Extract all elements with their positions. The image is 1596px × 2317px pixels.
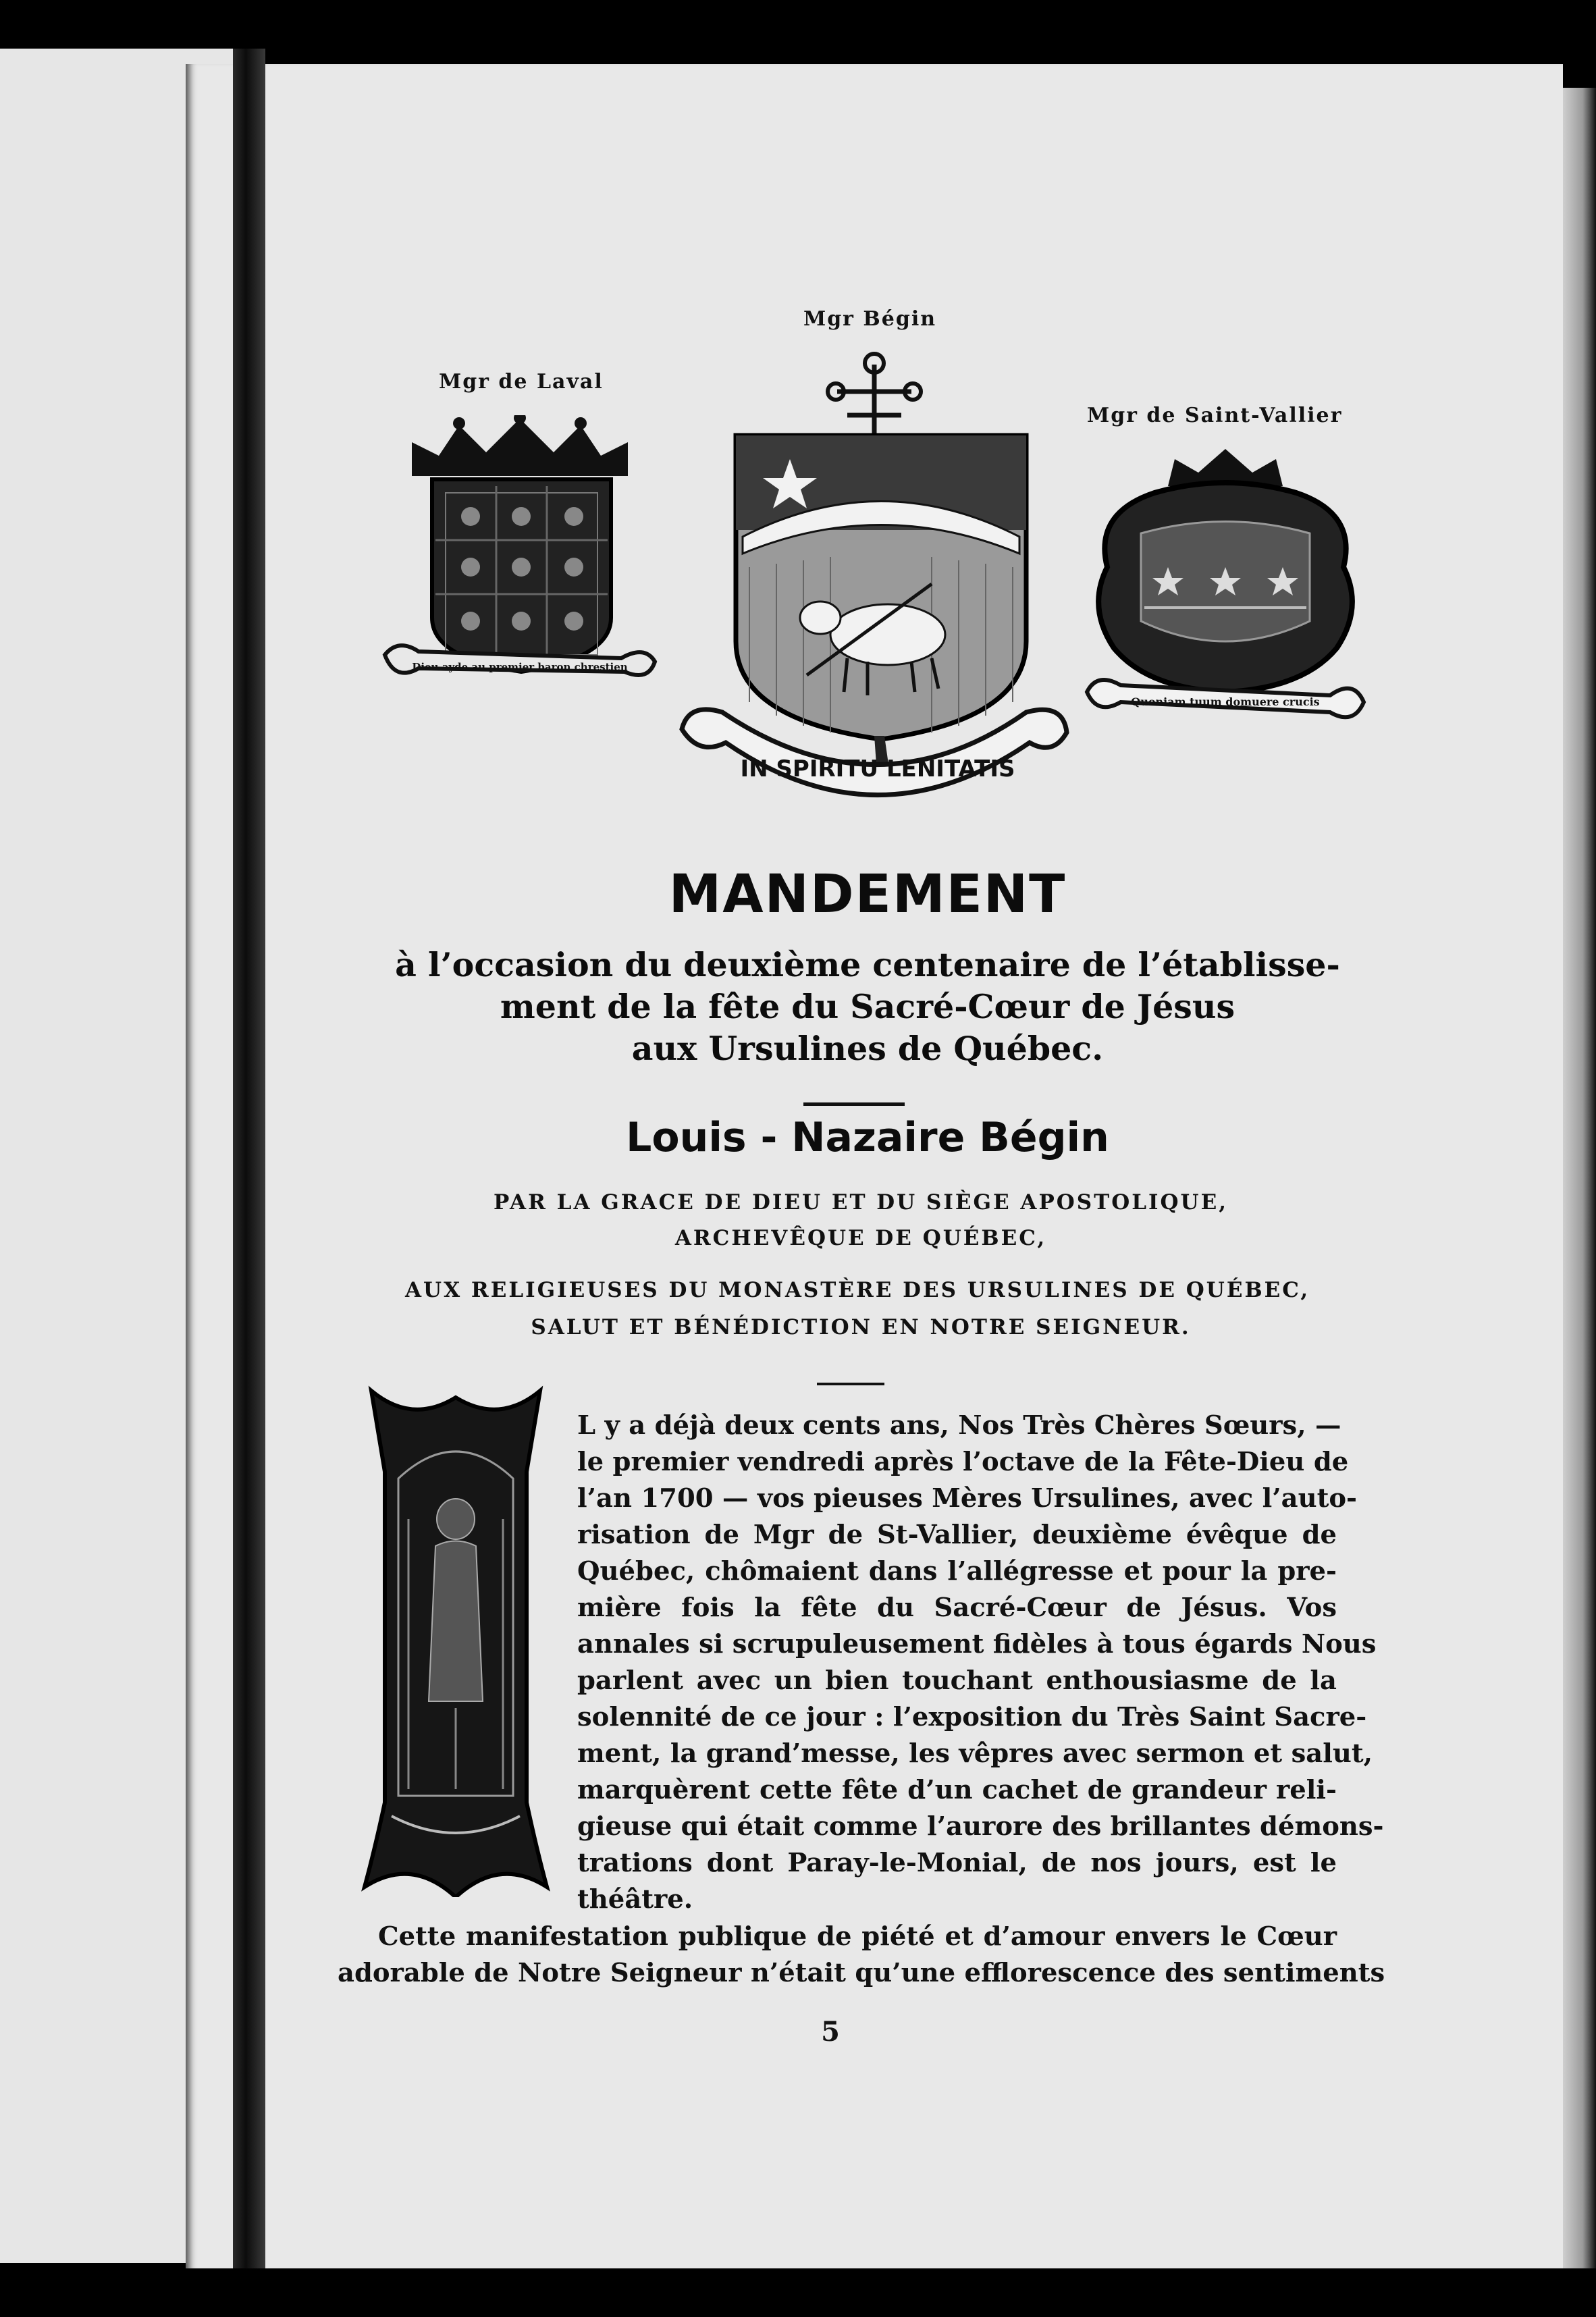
address-line-1: PAR LA GRACE DE DIEU ET DU SIÈGE APOSTOLIQUE, [493, 1190, 1229, 1215]
body-line-1: L y a déjà deux cents ans, Nos Très Chères Sœurs, — [577, 1410, 1341, 1441]
body-line-12: gieuse qui était comme l’aurore des brillantes démons- [577, 1811, 1384, 1842]
arms-label-saint-vallier: Mgr de Saint-Vallier [1087, 404, 1343, 427]
body-line-10: ment, la grand’messe, les vêpres avec sermon et salut, [577, 1738, 1373, 1769]
continuation-line-2: adorable de Notre Seigneur n’était qu’une efflorescence des sentiments [338, 1958, 1385, 1988]
body-line-9: solennité de ce jour : l’exposition du Très Saint Sacre- [577, 1702, 1367, 1732]
address-line-2: ARCHEVÊQUE DE QUÉBEC, [674, 1226, 1047, 1250]
body-line-8: parlent avec un bien touchant enthousiasme de la [577, 1666, 1337, 1696]
document-title: MANDEMENT [668, 864, 1067, 925]
page-number: 5 [821, 2016, 840, 2048]
laval-coat-of-arms-icon [378, 415, 662, 712]
continuation-line-1: Cette manifestation publique de piété et d’amour envers le Cœur [378, 1921, 1337, 1952]
address-line-4: SALUT ET BÉNÉDICTION EN NOTRE SEIGNEUR. [531, 1315, 1191, 1339]
subtitle-line-2: ment de la fête du Sacré-Cœur de Jésus [500, 987, 1235, 1026]
body-line-3: l’an 1700 — vos pieuses Mères Ursulines, avec l’auto- [577, 1483, 1358, 1514]
body-line-2: le premier vendredi après l’octave de la Fête-Dieu de [577, 1447, 1349, 1477]
body-line-5: Québec, chômaient dans l’allégresse et pour la pre- [577, 1556, 1337, 1587]
begin-motto: IN SPIRITU LENITATIS [740, 755, 1015, 782]
body-line-6: mière fois la fête du Sacré-Cœur de Jésus. Vos [577, 1593, 1337, 1623]
address-divider [817, 1383, 884, 1385]
body-line-7: annales si scrupuleusement fidèles à tous égards Nous [577, 1629, 1377, 1659]
subtitle-line-1: à l’occasion du deuxième centenaire de l’établisse- [395, 945, 1340, 984]
author-name: Louis - Nazaire Bégin [626, 1114, 1109, 1161]
laval-motto: Dieu ayde au premier baron chrestien [412, 661, 628, 673]
book-gutter [233, 49, 265, 2276]
drop-cap-i-ornament-icon [358, 1384, 554, 1897]
begin-coat-of-arms-icon [675, 351, 1073, 837]
address-line-3: AUX RELIGIEUSES DU MONASTÈRE DES URSULINES DE QUÉBEC, [405, 1278, 1310, 1302]
body-paragraph [577, 1408, 1384, 1918]
body-line-11: marquèrent cette fête d’un cachet de grandeur reli- [577, 1775, 1337, 1805]
saint-vallier-motto: Quoniam tuum domuere crucis [1131, 695, 1320, 708]
document-subtitle [365, 944, 1371, 1069]
body-line-4: risation de Mgr de St-Vallier, deuxième évêque de [577, 1520, 1337, 1550]
arms-label-laval: Mgr de Laval [439, 370, 604, 394]
title-divider [803, 1102, 905, 1106]
subtitle-line-3: aux Ursulines de Québec. [631, 1029, 1104, 1068]
arms-label-begin: Mgr Bégin [803, 307, 937, 331]
body-line-13: trations dont Paray-le-Monial, de nos jours, est le [577, 1848, 1337, 1878]
saint-vallier-coat-of-arms-icon [1080, 446, 1371, 749]
continuation-paragraph [338, 1919, 1385, 1992]
scan-bottom-band [0, 2268, 1596, 2317]
body-line-14: théâtre. [577, 1884, 693, 1915]
page-right-edge [1563, 88, 1596, 2275]
